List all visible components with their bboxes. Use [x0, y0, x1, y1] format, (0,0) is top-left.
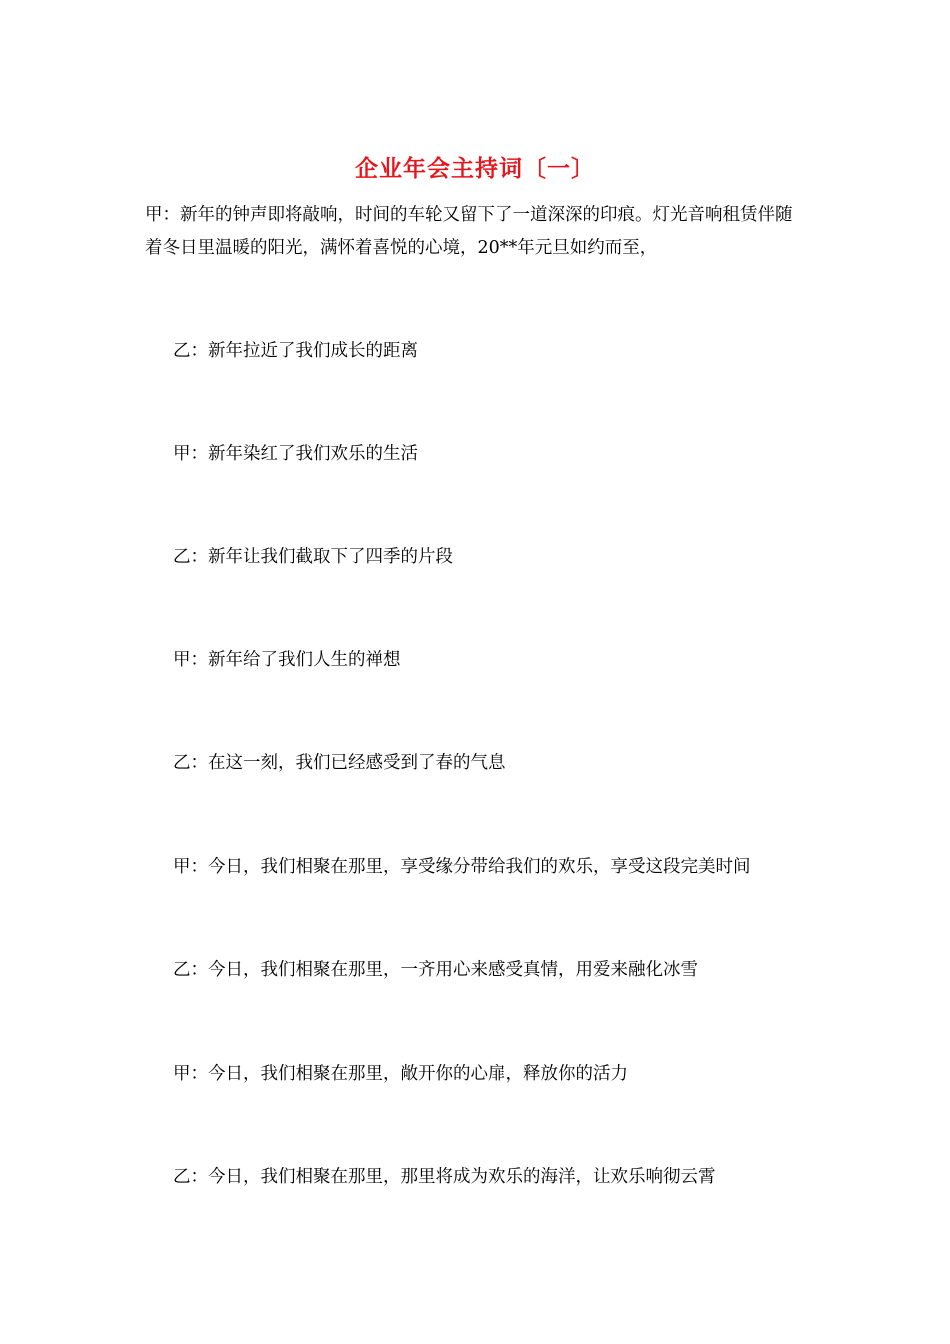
dialogue-line: 甲：新年染红了我们欢乐的生活: [173, 444, 418, 464]
dialogue-line: 乙：今日，我们相聚在那里，那里将成为欢乐的海洋，让欢乐响彻云霄: [173, 1167, 716, 1187]
dialogue-line: 乙：在这一刻，我们已经感受到了春的气息: [173, 753, 506, 773]
document-title: 企业年会主持词〔一〕: [355, 155, 595, 182]
dialogue-line: 乙：今日，我们相聚在那里，一齐用心来感受真情，用爱来融化冰雪: [173, 960, 698, 980]
intro-paragraph: 甲：新年的钟声即将敲响，时间的车轮又留下了一道深深的印痕。灯光音响租赁伴随着冬日里温暖的阳光，满怀着喜悦的心境，20**年元旦如约而至，: [145, 205, 793, 258]
dialogue-line: 甲：新年给了我们人生的禅想: [173, 650, 401, 670]
dialogue-line: 甲：今日，我们相聚在那里，敞开你的心扉，释放你的活力: [173, 1064, 628, 1084]
dialogue-line: 乙：新年让我们截取下了四季的片段: [173, 547, 453, 567]
dialogue-line: 甲：今日，我们相聚在那里，享受缘分带给我们的欢乐，享受这段完美时间: [173, 857, 751, 877]
dialogue-line: 乙：新年拉近了我们成长的距离: [173, 341, 418, 361]
